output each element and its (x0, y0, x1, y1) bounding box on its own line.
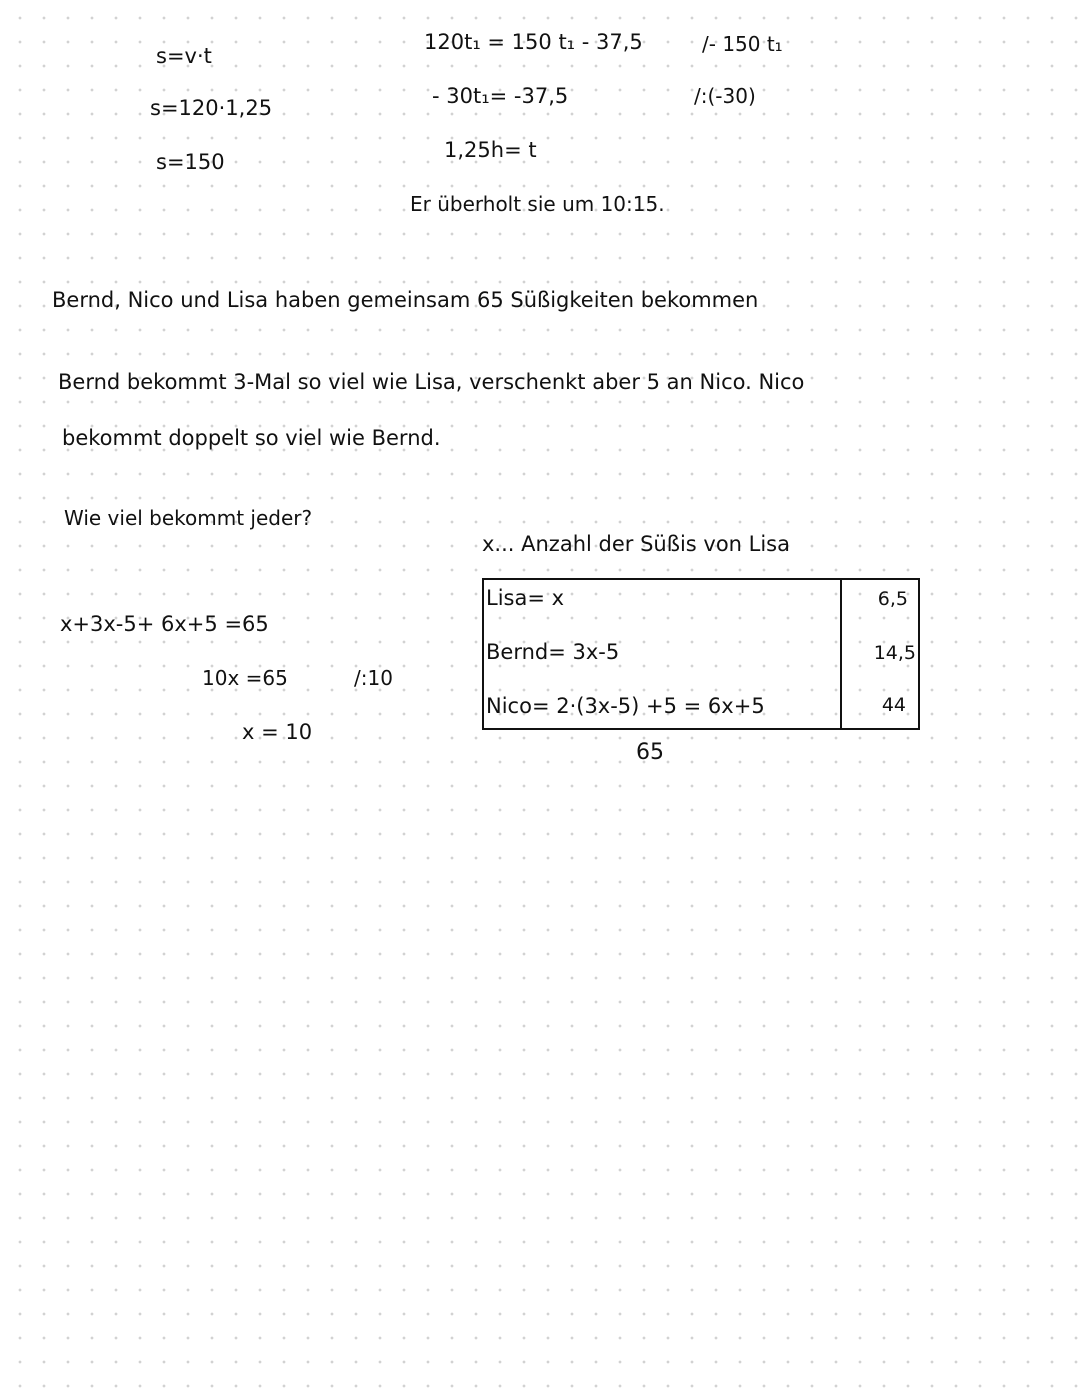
formula-s-equals-vt: s=v·t (156, 44, 212, 68)
table-column-divider (840, 578, 842, 730)
table-row-lisa-value: 6,5 (877, 588, 908, 610)
problem-line-1: Bernd, Nico und Lisa haben gemeinsam 65 Süßigkeiten bekommen (52, 288, 759, 312)
equation-line-3: 1,25h= t (444, 138, 537, 162)
solution-step-2: 10x =65 (202, 666, 288, 690)
problem-line-2: Bernd bekommt 3-Mal so viel wie Lisa, verschenkt aber 5 an Nico. Nico (58, 370, 805, 394)
substitution-line: s=120·1,25 (150, 96, 273, 120)
table-row-bernd-value: 14,5 (873, 642, 916, 664)
problem-line-3: bekommt doppelt so viel wie Bernd. (62, 426, 441, 450)
equation-line-2: - 30t₁= -37,5 (432, 84, 569, 108)
equation-operation-1: /- 150 t₁ (702, 32, 783, 56)
table-row-nico-value: 44 (881, 694, 906, 716)
equation-operation-2: /:(-30) (694, 84, 756, 108)
result-line: s=150 (156, 150, 225, 174)
table-row-lisa-label: Lisa= x (486, 586, 565, 610)
solution-step-3: x = 10 (242, 720, 313, 744)
table-row-bernd-label: Bernd= 3x-5 (486, 640, 620, 664)
equation-line-1: 120t₁ = 150 t₁ - 37,5 (424, 30, 643, 54)
solution-step-2-operation: /:10 (354, 666, 393, 690)
problem-question: Wie viel bekommt jeder? (64, 506, 313, 530)
answer-line: Er überholt sie um 10:15. (410, 192, 665, 216)
variable-definition: x... Anzahl der Süßis von Lisa (482, 532, 790, 556)
table-row-nico-label: Nico= 2·(3x-5) +5 = 6x+5 (486, 694, 765, 718)
table-total: 65 (636, 740, 664, 765)
solution-equation: x+3x-5+ 6x+5 =65 (60, 612, 269, 636)
